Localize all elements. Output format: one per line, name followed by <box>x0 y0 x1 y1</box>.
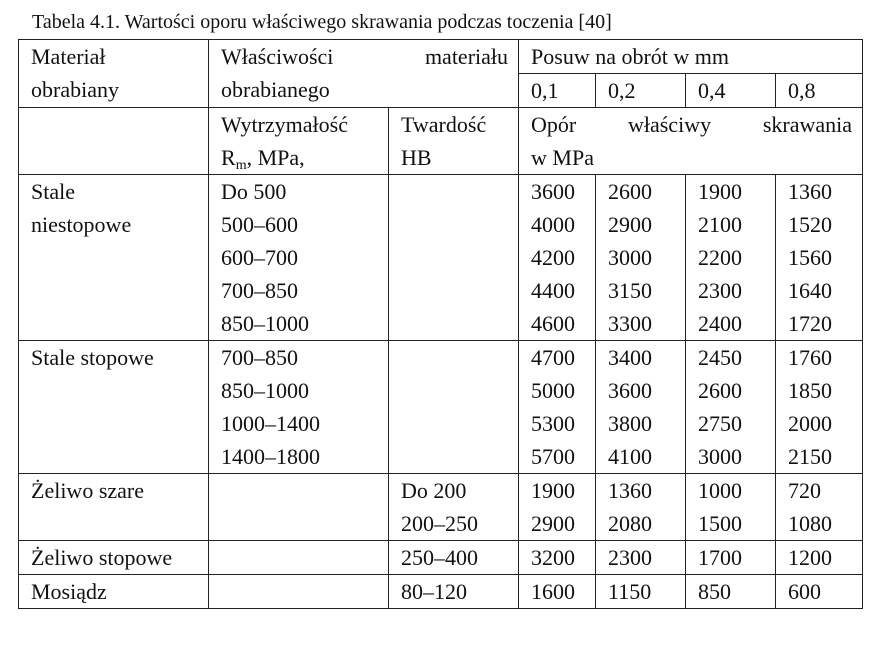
feed-value: 0,4 <box>686 74 776 108</box>
strength-cell <box>209 474 389 541</box>
table-row <box>19 175 863 341</box>
header-row-3 <box>19 108 863 175</box>
feed-header: Posuw na obrót w mm <box>519 40 863 74</box>
resistance-cell: 1900 2900 <box>519 474 596 541</box>
strength-header: Wytrzymałość $R_m$, MPa, <box>209 108 389 175</box>
material-header: Materiał obrabiany <box>19 40 209 108</box>
resistance-header: Opór właściwy skrawania w MPa <box>519 108 863 175</box>
resistance-cell: 1700 <box>686 541 776 575</box>
material-cell: Stale niestopowe <box>19 175 209 341</box>
resistance-cell: 3200 <box>519 541 596 575</box>
strength-cell: 700–850 850–1000 1000–1400 1400–1800 <box>209 341 389 474</box>
material-cell: Mosiądz <box>19 575 209 609</box>
strength-cell: Do 500 500–600 600–700 700–850 850–1000 <box>209 175 389 341</box>
table-caption: Tabela 4.1. Wartości oporu właściwego skrawania podczas toczenia [40] <box>32 11 612 33</box>
material-cell: Stale stopowe <box>19 341 209 474</box>
hardness-cell <box>389 175 519 341</box>
resistance-cell: 1900 2100 2200 2300 2400 <box>686 175 776 341</box>
hardness-cell <box>389 341 519 474</box>
feed-value: 0,2 <box>596 74 686 108</box>
table-row <box>19 474 863 541</box>
table-row <box>19 575 863 609</box>
strength-cell <box>209 575 389 609</box>
resistance-cell: 3600 4000 4200 4400 4600 <box>519 175 596 341</box>
resistance-cell: 1200 <box>776 541 863 575</box>
resistance-cell: 1360 1520 1560 1640 1720 <box>776 175 863 341</box>
resistance-cell: 1360 2080 <box>596 474 686 541</box>
material-cell: Żeliwo stopowe <box>19 541 209 575</box>
resistance-cell: 1150 <box>596 575 686 609</box>
properties-header: Właściwości materiału obrabianego <box>209 40 519 108</box>
resistance-cell: 1760 1850 2000 2150 <box>776 341 863 474</box>
resistance-cell: 1000 1500 <box>686 474 776 541</box>
hardness-cell: 80–120 <box>389 575 519 609</box>
feed-value: 0,8 <box>776 74 863 108</box>
resistance-cell: 2450 2600 2750 3000 <box>686 341 776 474</box>
table-row <box>19 541 863 575</box>
material-cell: Żeliwo szare <box>19 474 209 541</box>
resistance-cell: 850 <box>686 575 776 609</box>
resistance-cell: 1600 <box>519 575 596 609</box>
hardness-header: Twardość HB <box>389 108 519 175</box>
resistance-cell: 4700 5000 5300 5700 <box>519 341 596 474</box>
resistance-cell: 720 1080 <box>776 474 863 541</box>
feed-value: 0,1 <box>519 74 596 108</box>
hardness-cell: Do 200 200–250 <box>389 474 519 541</box>
strength-cell <box>209 541 389 575</box>
resistance-cell: 2600 2900 3000 3150 3300 <box>596 175 686 341</box>
material-header-continued <box>19 108 209 175</box>
resistance-cell: 600 <box>776 575 863 609</box>
hardness-cell: 250–400 <box>389 541 519 575</box>
cutting-resistance-table <box>18 39 863 609</box>
header-row-1 <box>19 40 863 74</box>
table-row <box>19 341 863 474</box>
resistance-cell: 2300 <box>596 541 686 575</box>
resistance-cell: 3400 3600 3800 4100 <box>596 341 686 474</box>
